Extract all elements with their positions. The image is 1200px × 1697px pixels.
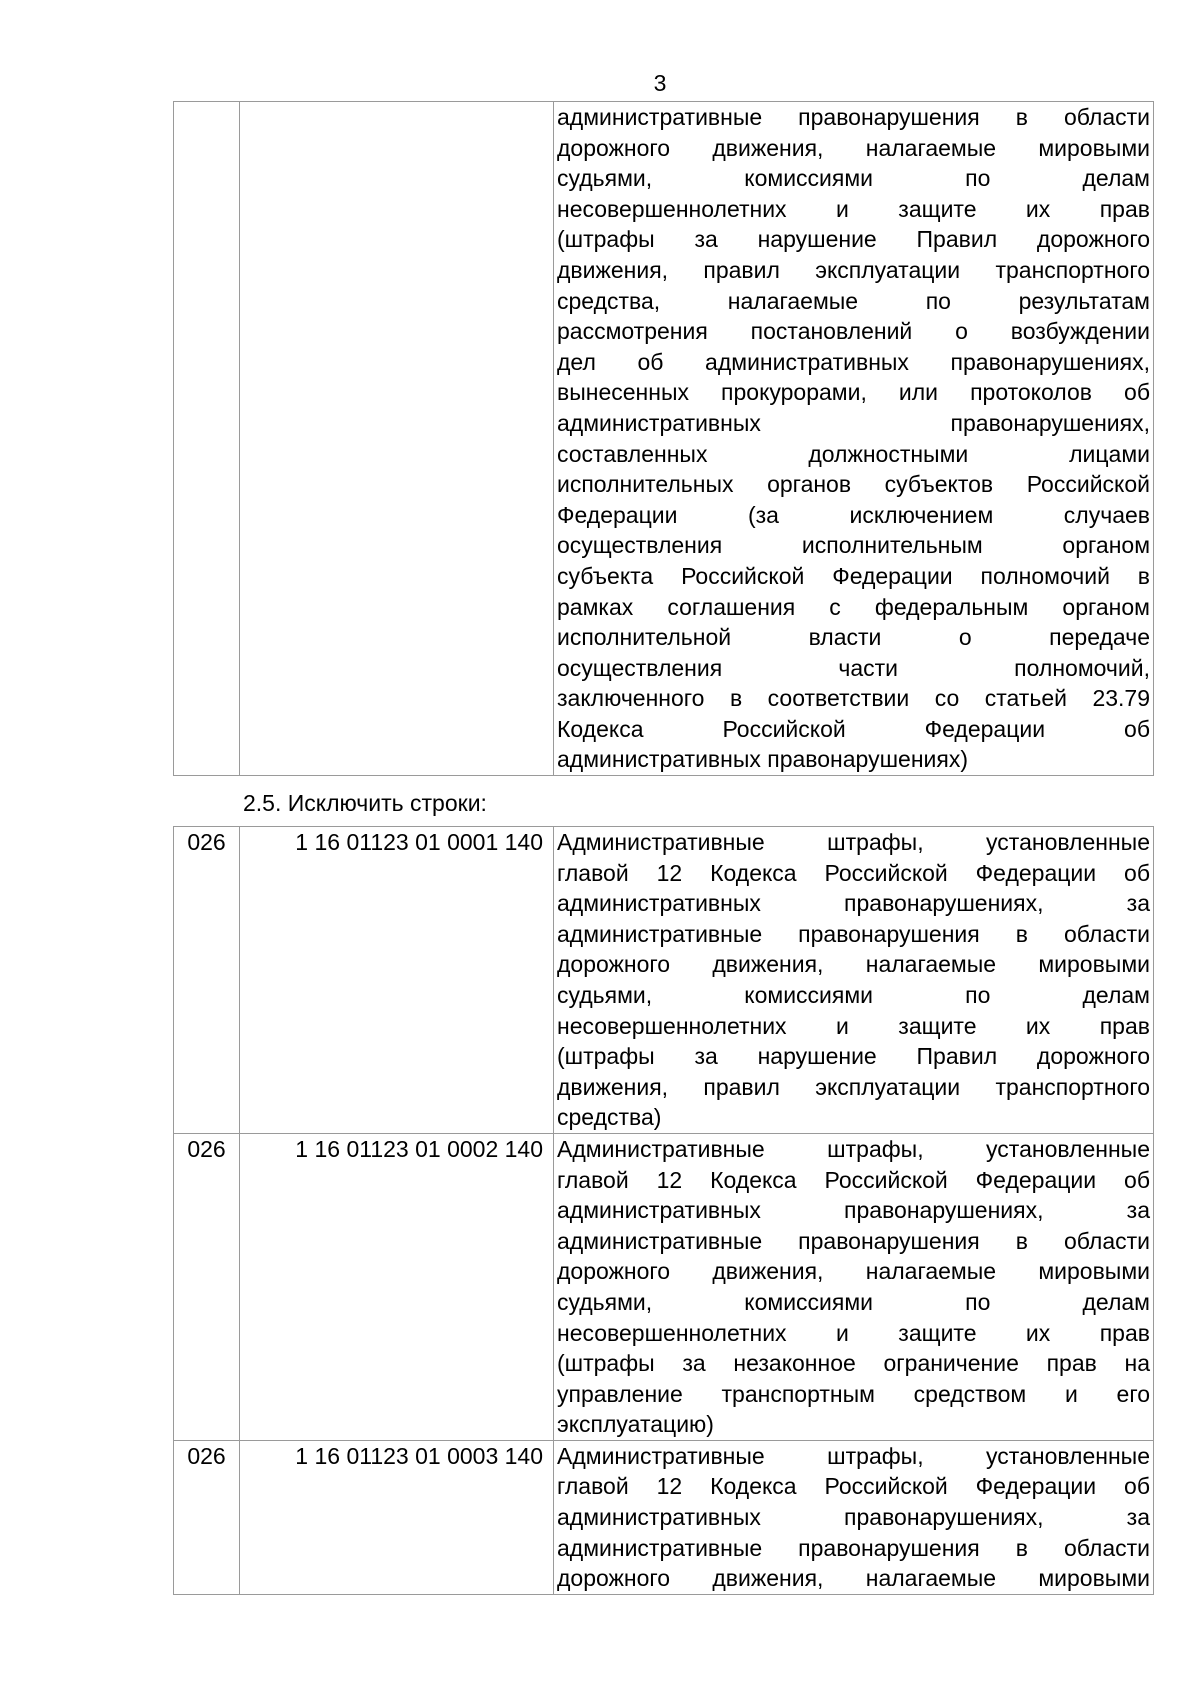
description-line: Административные штрафы, установленные (557, 1442, 1150, 1469)
description-line: административных правонарушениях) (557, 746, 968, 773)
description-line: административные правонарушения в области (557, 1227, 1150, 1254)
description-line: рассмотрения постановлений о возбуждении (557, 318, 1150, 345)
description-line: административных правонарушениях, (557, 409, 1150, 436)
description-line: составленных должностными лицами (557, 440, 1150, 467)
admin-code-cell: 026 (174, 1440, 240, 1594)
description-line: главой 12 Кодекса Российской Федерации об (557, 1473, 1150, 1500)
description-line: административные правонарушения в области (557, 104, 1150, 130)
revenue-code-cell: 1 16 01123 01 0002 140 (240, 1133, 554, 1440)
admin-code-cell: 026 (174, 1133, 240, 1440)
description-line: несовершеннолетних и защите их прав (557, 195, 1150, 222)
admin-code-cell (174, 102, 240, 776)
description-line: дорожного движения, налагаемые мировыми (557, 134, 1150, 161)
description-line: средства, налагаемые по результатам (557, 287, 1150, 314)
description-line: заключенного в соответствии со статьей 23.79 (557, 685, 1150, 712)
description-line: (штрафы за нарушение Правил дорожного (557, 1043, 1150, 1070)
description-line: дел об административных правонарушениях, (557, 348, 1150, 375)
table-row (174, 1440, 1154, 1594)
description-line: несовершеннолетних и защите их прав (557, 1012, 1150, 1039)
description-line: осуществления части полномочий, (557, 654, 1150, 681)
description-cell (554, 1440, 1154, 1594)
page-number: 3 (653, 70, 667, 96)
description-line: исполнительных органов субъектов Российской (557, 471, 1150, 498)
table-row (174, 102, 1154, 776)
description-line: административных правонарушениях, за (557, 1504, 1150, 1531)
description-line: управление транспортным средством и его (557, 1380, 1150, 1407)
description-line: вынесенных прокурорами, или протоколов об (557, 379, 1150, 406)
description-line: (штрафы за нарушение Правил дорожного (557, 226, 1150, 253)
description-line: Административные штрафы, установленные (557, 829, 1150, 855)
description-line: административные правонарушения в области (557, 920, 1150, 947)
description-line: административные правонарушения в области (557, 1534, 1150, 1561)
table-row (174, 827, 1154, 1134)
description-line: несовершеннолетних и защите их прав (557, 1319, 1150, 1346)
description-line: административных правонарушениях, за (557, 890, 1150, 917)
description-line: Федерации (за исключением случаев (557, 501, 1150, 528)
description-line: судьями, комиссиями по делам (557, 981, 1150, 1008)
description-line: исполнительной власти о передаче (557, 624, 1150, 651)
description-cell (554, 102, 1154, 776)
description-cell (554, 827, 1154, 1134)
description-line: Административные штрафы, установленные (557, 1135, 1150, 1162)
description-line: средства) (557, 1104, 662, 1131)
admin-code-cell: 026 (174, 827, 240, 1134)
table-row (174, 1133, 1154, 1440)
description-line: осуществления исполнительным органом (557, 532, 1150, 559)
revenue-code-cell: 1 16 01123 01 0003 140 (240, 1440, 554, 1594)
description-line: главой 12 Кодекса Российской Федерации об (557, 859, 1150, 886)
description-line: (штрафы за незаконное ограничение прав на (557, 1350, 1150, 1377)
description-line: субъекта Российской Федерации полномочий в (557, 562, 1150, 589)
description-line: движения, правил эксплуатации транспортного (557, 1073, 1150, 1100)
description-line: судьями, комиссиями по делам (557, 165, 1150, 192)
description-line: движения, правил эксплуатации транспортного (557, 256, 1150, 283)
description-line: судьями, комиссиями по делам (557, 1288, 1150, 1315)
description-line: эксплуатацию) (557, 1411, 714, 1438)
description-cell (554, 1133, 1154, 1440)
description-line: дорожного движения, налагаемые мировыми (557, 1258, 1150, 1285)
description-line: главой 12 Кодекса Российской Федерации об (557, 1166, 1150, 1193)
description-line: дорожного движения, налагаемые мировыми (557, 1565, 1150, 1592)
description-line: Кодекса Российской Федерации об (557, 715, 1150, 742)
section-heading: 2.5. Исключить строки: (243, 790, 487, 816)
description-line: рамках соглашения с федеральным органом (557, 593, 1150, 620)
revenue-code-cell: 1 16 01123 01 0001 140 (240, 827, 554, 1134)
table-excluded-rows (173, 826, 1154, 1595)
description-line: дорожного движения, налагаемые мировыми (557, 951, 1150, 978)
revenue-code-cell (240, 102, 554, 776)
table-continued (173, 101, 1154, 776)
description-line: административных правонарушениях, за (557, 1197, 1150, 1224)
